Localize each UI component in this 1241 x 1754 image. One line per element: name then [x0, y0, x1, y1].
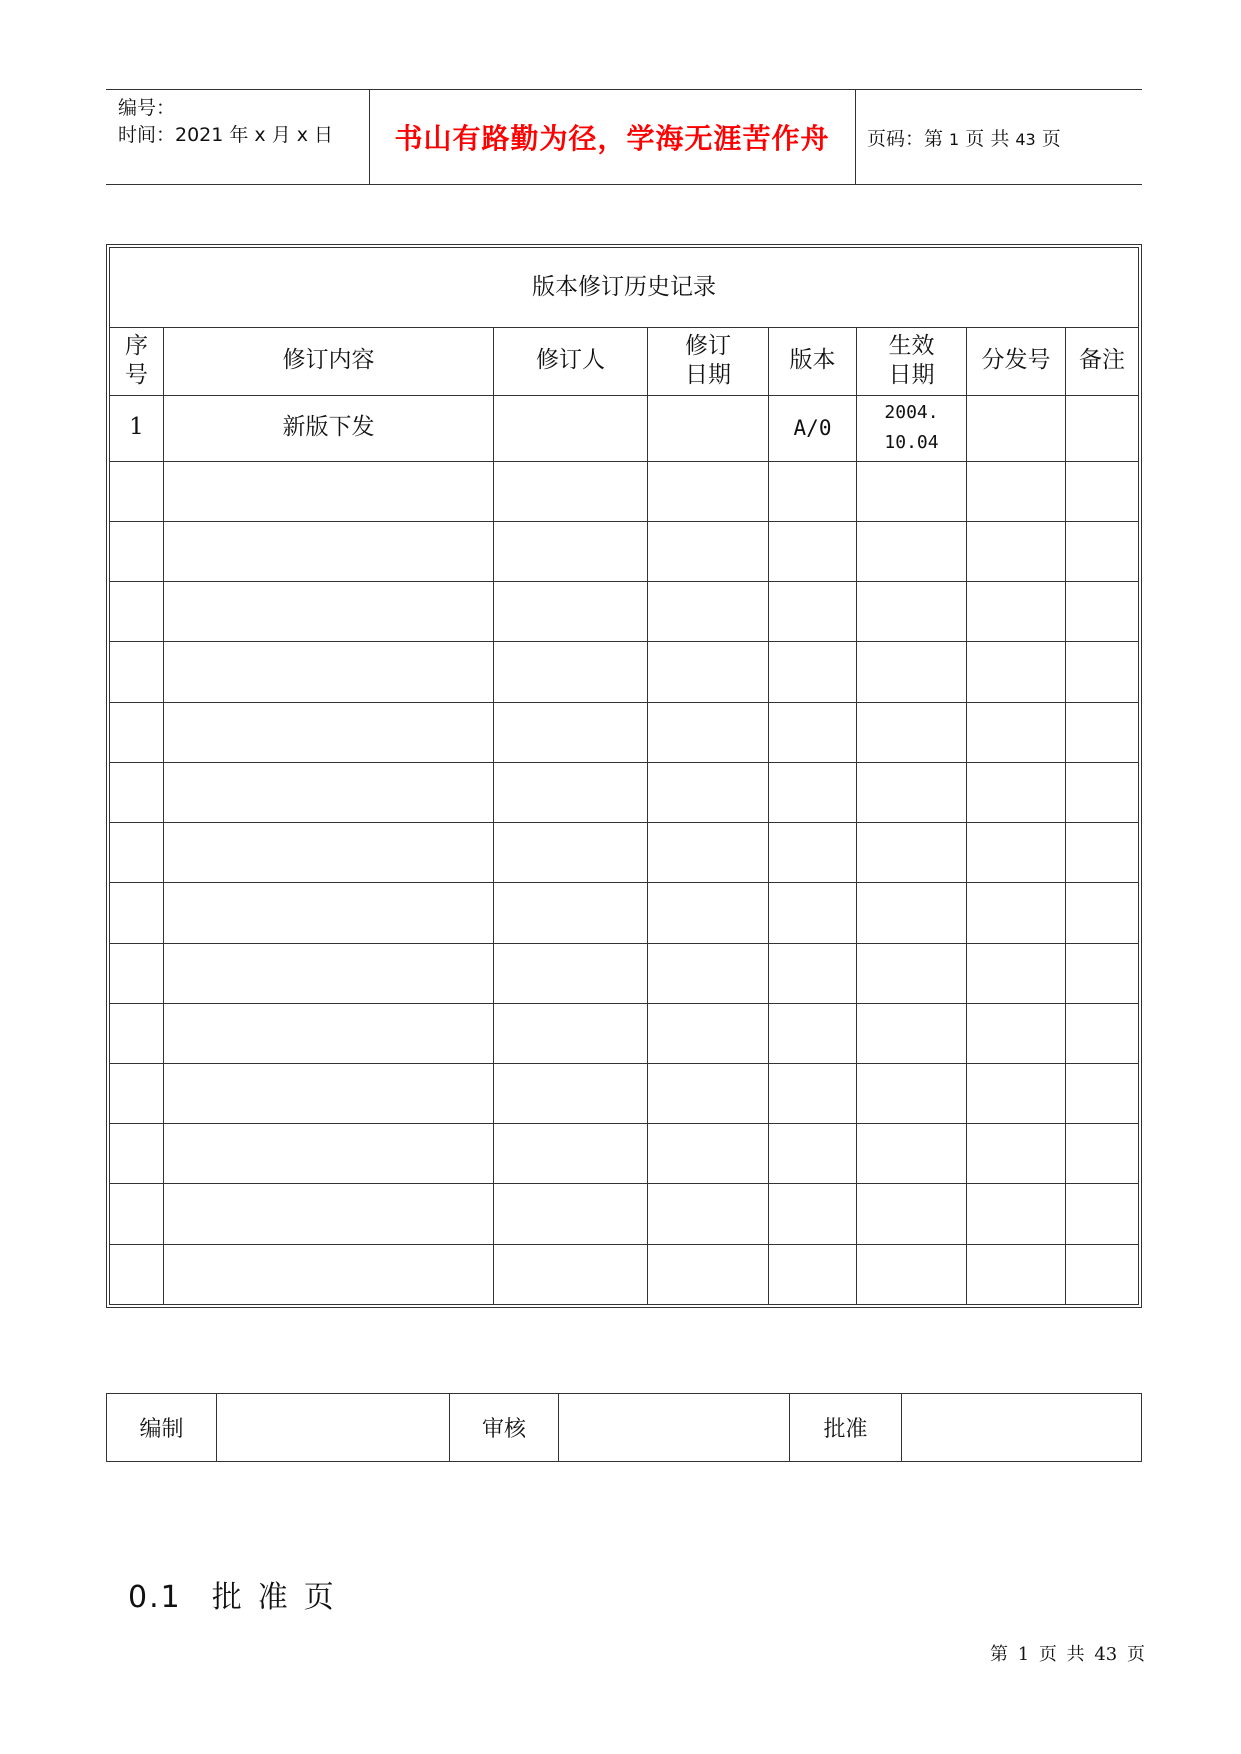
table-cell — [494, 883, 648, 943]
table-cell — [1066, 1063, 1139, 1123]
table-row — [110, 702, 1139, 762]
table-cell — [857, 702, 967, 762]
page-middle: 页 共 — [959, 127, 1016, 150]
section-title: 批准页 — [211, 1580, 350, 1615]
table-cell — [769, 1184, 857, 1244]
table-cell — [648, 943, 769, 1003]
effective-date-line1: 2004. — [884, 402, 939, 424]
page-indicator — [867, 124, 1061, 151]
table-cell — [1066, 1003, 1139, 1063]
table-cell — [857, 1124, 967, 1184]
table-row — [110, 1124, 1139, 1184]
approval-table — [106, 1393, 1142, 1462]
table-cell — [110, 1244, 164, 1304]
table-cell — [857, 762, 967, 822]
table-row — [110, 1003, 1139, 1063]
table-cell — [967, 1184, 1066, 1244]
table-cell — [857, 582, 967, 642]
table-cell — [857, 522, 967, 582]
table-cell — [648, 1124, 769, 1184]
table-cell — [857, 943, 967, 1003]
table-cell — [1066, 1244, 1139, 1304]
table-cell — [857, 1184, 967, 1244]
table-cell — [494, 1244, 648, 1304]
table-cell — [648, 1003, 769, 1063]
table-row — [110, 582, 1139, 642]
cell-version: A/0 — [769, 395, 857, 461]
table-cell — [164, 762, 494, 822]
table-cell — [967, 1063, 1066, 1123]
table-cell — [1066, 461, 1139, 521]
table-title: 版本修订历史记录 — [110, 248, 1139, 328]
table-row — [110, 1244, 1139, 1304]
table-cell — [1066, 1124, 1139, 1184]
table-cell — [648, 1184, 769, 1244]
table-cell — [110, 762, 164, 822]
approved-label: 批准 — [790, 1394, 902, 1462]
page-footer: 第 1 页 共 43 页 — [990, 1644, 1145, 1665]
table-cell — [648, 823, 769, 883]
table-cell — [164, 522, 494, 582]
cell-reviser — [494, 395, 648, 461]
table-row — [110, 461, 1139, 521]
table-cell — [857, 1244, 967, 1304]
table-cell — [164, 702, 494, 762]
table-cell — [769, 1003, 857, 1063]
table-cell — [110, 943, 164, 1003]
table-cell — [164, 461, 494, 521]
table-row — [110, 1063, 1139, 1123]
col-header-content: 修订内容 — [164, 328, 494, 395]
table-cell — [967, 522, 1066, 582]
table-cell — [967, 642, 1066, 702]
table-cell — [1066, 642, 1139, 702]
table-cell — [648, 522, 769, 582]
rev-date-header-line1: 修订 — [685, 332, 731, 359]
table-cell — [1066, 522, 1139, 582]
table-cell — [110, 1063, 164, 1123]
table-row — [110, 522, 1139, 582]
table-cell — [1066, 702, 1139, 762]
page-header — [106, 89, 1142, 185]
seq-header-line1: 序 — [125, 332, 148, 359]
table-cell — [110, 642, 164, 702]
doc-number-label: 编号： — [118, 97, 176, 119]
header-meta — [106, 90, 370, 184]
table-cell — [110, 1003, 164, 1063]
table-cell — [967, 582, 1066, 642]
table-cell — [110, 461, 164, 521]
header-page-info — [855, 90, 1142, 184]
table-cell — [967, 461, 1066, 521]
effective-header-line1: 生效 — [888, 332, 935, 359]
table-cell — [769, 762, 857, 822]
cell-remark — [1066, 395, 1139, 461]
table-cell — [164, 823, 494, 883]
table-cell — [164, 582, 494, 642]
col-header-effective-date — [857, 328, 967, 395]
table-cell — [164, 1063, 494, 1123]
table-cell — [967, 1124, 1066, 1184]
page-prefix: 页码：第 — [867, 127, 950, 150]
table-cell — [494, 943, 648, 1003]
table-cell — [769, 1244, 857, 1304]
table-cell — [110, 522, 164, 582]
cell-seq: 1 — [110, 395, 164, 461]
table-cell — [494, 702, 648, 762]
table-row — [110, 943, 1139, 1003]
table-cell — [164, 1244, 494, 1304]
table-cell — [857, 1063, 967, 1123]
table-cell — [967, 702, 1066, 762]
table-cell — [110, 883, 164, 943]
table-row — [110, 823, 1139, 883]
cell-rev-date — [648, 395, 769, 461]
table-header-row — [110, 328, 1139, 395]
table-cell — [648, 1244, 769, 1304]
table-cell — [110, 823, 164, 883]
table-cell — [164, 642, 494, 702]
col-header-dist-no: 分发号 — [967, 328, 1066, 395]
table-cell — [769, 582, 857, 642]
reviewed-value — [559, 1394, 790, 1462]
page-current: 1 — [949, 129, 960, 149]
table-cell — [967, 943, 1066, 1003]
section-heading — [128, 1572, 350, 1616]
rev-date-header-line2: 日期 — [685, 362, 731, 389]
table-cell — [1066, 582, 1139, 642]
table-cell — [1066, 883, 1139, 943]
table-cell — [164, 943, 494, 1003]
table-cell — [110, 702, 164, 762]
table-cell — [967, 883, 1066, 943]
table-row — [110, 883, 1139, 943]
reviewed-label: 审核 — [450, 1394, 559, 1462]
table-cell — [494, 1124, 648, 1184]
motto-text: 书山有路勤为径，学海无涯苦作舟 — [394, 122, 830, 155]
table-cell — [1066, 823, 1139, 883]
prepared-label: 编制 — [107, 1394, 217, 1462]
col-header-reviser: 修订人 — [494, 328, 648, 395]
table-cell — [164, 1003, 494, 1063]
table-cell — [494, 1003, 648, 1063]
header-motto-cell — [369, 90, 856, 184]
table-cell — [494, 823, 648, 883]
table-cell — [494, 582, 648, 642]
revision-history-table — [106, 244, 1142, 1308]
table-cell — [857, 642, 967, 702]
table-cell — [648, 642, 769, 702]
table-cell — [110, 1124, 164, 1184]
table-cell — [110, 582, 164, 642]
table-cell — [769, 642, 857, 702]
table-cell — [164, 1184, 494, 1244]
col-header-remark: 备注 — [1066, 328, 1139, 395]
table-cell — [967, 762, 1066, 822]
cell-content: 新版下发 — [164, 395, 494, 461]
table-row — [110, 1184, 1139, 1244]
table-cell — [494, 1184, 648, 1244]
page-suffix: 页 — [1035, 127, 1061, 150]
table-cell — [769, 522, 857, 582]
table-cell — [769, 461, 857, 521]
table-row — [110, 395, 1139, 461]
table-cell — [967, 1244, 1066, 1304]
table-cell — [494, 522, 648, 582]
table-cell — [769, 1124, 857, 1184]
cell-dist-no — [967, 395, 1066, 461]
table-cell — [967, 823, 1066, 883]
table-cell — [110, 1184, 164, 1244]
table-cell — [648, 702, 769, 762]
page-total: 43 — [1015, 129, 1036, 149]
table-cell — [769, 1063, 857, 1123]
table-cell — [648, 461, 769, 521]
section-number: 0.1 — [128, 1580, 182, 1615]
revision-table-grid — [109, 247, 1139, 1305]
table-cell — [857, 1003, 967, 1063]
table-cell — [1066, 762, 1139, 822]
table-cell — [494, 642, 648, 702]
effective-header-line2: 日期 — [888, 362, 935, 389]
approval-row — [107, 1394, 1142, 1462]
approved-value — [902, 1394, 1142, 1462]
table-cell — [769, 943, 857, 1003]
table-cell — [967, 1003, 1066, 1063]
table-cell — [857, 461, 967, 521]
table-cell — [648, 883, 769, 943]
table-row — [110, 762, 1139, 822]
table-cell — [769, 823, 857, 883]
table-cell — [164, 1124, 494, 1184]
doc-time: 时间：2021 年 x 月 x 日 — [118, 124, 334, 146]
table-title-row — [110, 248, 1139, 328]
cell-effective-date — [857, 395, 967, 461]
col-header-version: 版本 — [769, 328, 857, 395]
table-cell — [1066, 943, 1139, 1003]
table-row — [110, 642, 1139, 702]
table-cell — [494, 762, 648, 822]
table-cell — [494, 1063, 648, 1123]
table-cell — [648, 762, 769, 822]
table-cell — [769, 883, 857, 943]
col-header-seq — [110, 328, 164, 395]
table-cell — [857, 883, 967, 943]
col-header-rev-date — [648, 328, 769, 395]
table-cell — [648, 582, 769, 642]
table-cell — [769, 702, 857, 762]
table-cell — [494, 461, 648, 521]
effective-date-line2: 10.04 — [884, 432, 939, 454]
table-cell — [648, 1063, 769, 1123]
table-cell — [857, 823, 967, 883]
table-cell — [1066, 1184, 1139, 1244]
table-cell — [164, 883, 494, 943]
prepared-value — [217, 1394, 450, 1462]
seq-header-line2: 号 — [125, 362, 148, 389]
